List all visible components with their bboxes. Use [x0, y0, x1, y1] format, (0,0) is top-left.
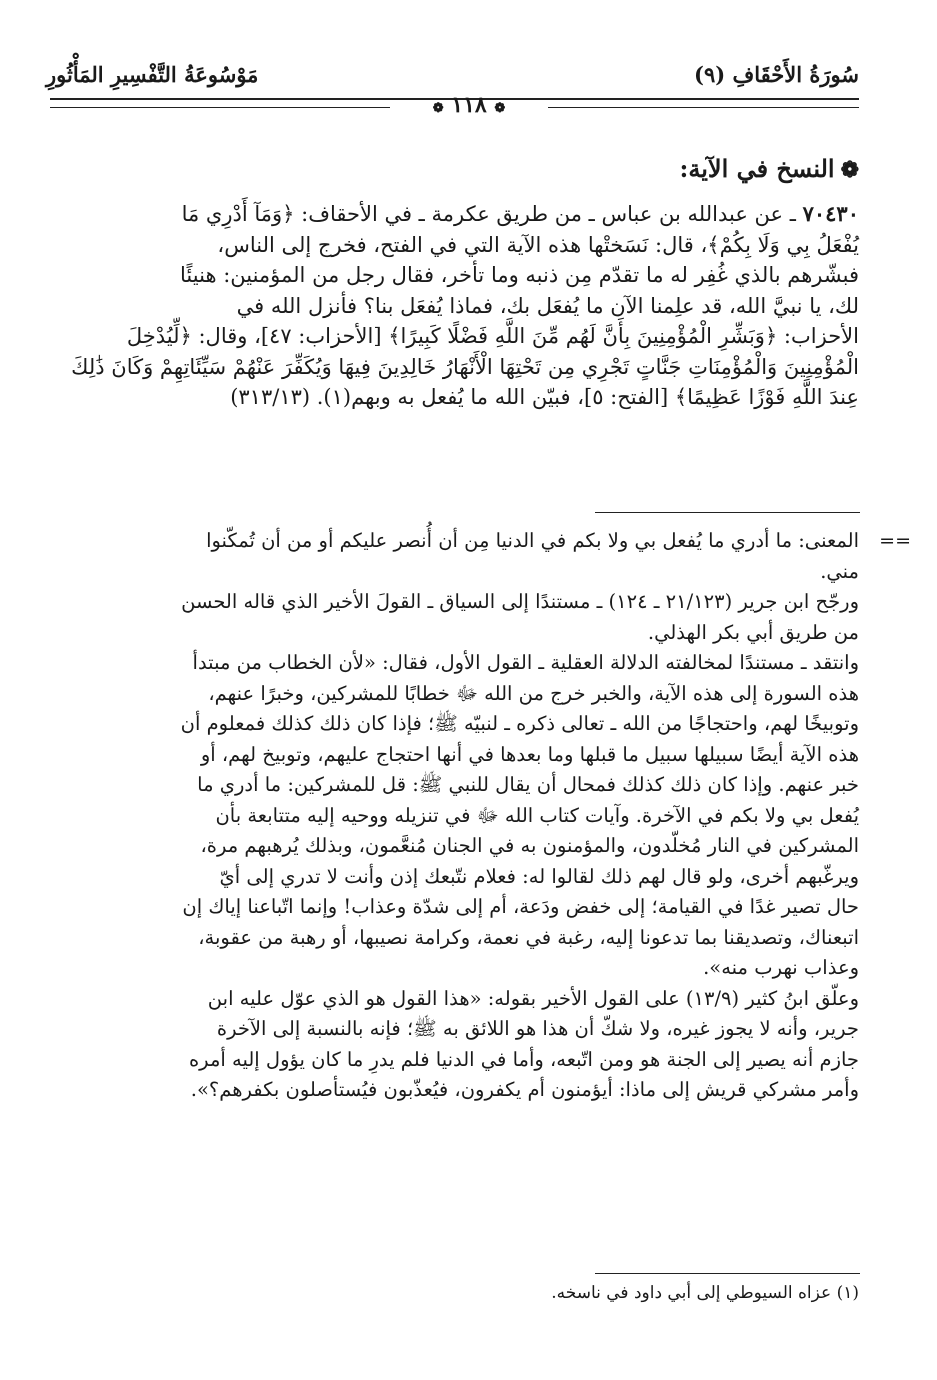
- note-line: خبر عنهم. وإذا كان ذلك كذلك فمحال أن يقال للنبي ﷺ: قل للمشركين: ما أدري ما: [197, 773, 859, 796]
- ornament-icon: ❁: [494, 101, 506, 116]
- main-narration: [56, 199, 859, 413]
- narration-line: عِندَ اللَّهِ فَوْزًا عَظِيمًا﴾ [الفتح: ٥]، فبيّن الله ما يُفعل به وبهم(١). (٣١٣/١٣): [230, 385, 859, 409]
- note-line: جازم أنه يصير إلى الجنة هو ومن اتّبعه، وأما في الدنيا فلم يدرِ ما كان يؤول إليه أمره: [188, 1047, 859, 1071]
- note-line: المعنى: ما أدري ما يُفعل بي ولا بكم في الدنيا مِن أن أُنصر عليكم أو من أن تُمكّنوا: [206, 529, 859, 552]
- note-line: هذه السورة إلى هذه الآية، والخبر خرج من الله ﷻ خطابًا للمشركين، وخبرًا عنهم،: [208, 681, 859, 705]
- header-line-left: [50, 107, 390, 108]
- narration-line: يُفْعَلُ بِي وَلَا بِكُمْ﴾، قال: نَسَختْها هذه الآية التي في الفتح، فخرج إلى الناس،: [217, 232, 859, 257]
- note-line: من طريق أبي بكر الهذلي.: [647, 620, 859, 644]
- note-line: وعذاب نهرب منه».: [703, 956, 859, 979]
- note-line: ويرغّبهم أخرى، ولو قال لهم ذلك لقالوا له: فعلام نتّبعك إذن وأنت لا تدري إلى أيّ: [219, 864, 859, 888]
- note-line: وعلّق ابنُ كثير (١٣/٩) على القول الأخير بقوله: «هذا القول هو الذي عوّل عليه ابن: [207, 986, 859, 1010]
- note-line: المشركين في النار مُخلّدون، والمؤمنون به في الجنان مُنعَّمون، وبذلك يُرهبهم مرة،: [200, 834, 859, 857]
- commentary-separator: [595, 512, 860, 513]
- continuation-mark: ==: [879, 530, 911, 552]
- narration-number: ٧٠٤٣٠: [802, 201, 859, 226]
- note-line: جرير، وأنه لا يجوز غيره، ولا شكّ أن هذا هو اللائق به ﷺ؛ فإنه بالنسبة إلى الآخرة: [216, 1017, 859, 1040]
- note-line: وانتقد ـ مستندًا لمخالفته الدلالة العقلية ـ القول الأول، فقال: «لأن الخطاب من مبتدأ: [192, 651, 859, 674]
- note-line: حال تصير غدًا في القيامة؛ إلى خفض ودَعة، أم إلى شدّة وعذاب! وإنما اتّباعنا إياك إن: [182, 895, 859, 918]
- note-line: اتبعناك، وتصديقنا بما تدعونا إليه، رغبة في نعمة، وكرامة نصيبها، أو رهبة من عقوبة،: [198, 925, 859, 949]
- commentary-notes: [56, 526, 911, 1106]
- section-title-text: النسخ في الآية:: [679, 154, 835, 183]
- note-line: ورجّح ابن جرير (٢١/١٢٣ ـ ١٢٤) ـ مستندًا إلى السياق ـ القولَ الأخير الذي قاله الحسن: [181, 590, 859, 613]
- footnote-separator: [595, 1273, 860, 1274]
- ornament-icon: ❁: [432, 101, 444, 116]
- note-line: وتوبيخًا لهم، واحتجاجًا من الله ـ تعالى ذكره ـ لنبيّه ﷺ؛ فإذا كان ذلك كذلك فمعلوم أن: [180, 712, 859, 735]
- note-line: هذه الآية أيضًا سبيلها سبيل ما قبلها وما بعدها في أنها احتجاج عليهم، وتوبيخ لهم، أو: [200, 742, 859, 766]
- section-title: [679, 154, 859, 183]
- note-line: مني.: [820, 559, 859, 583]
- note-line: يُفعل بي ولا بكم في الآخرة. وآيات كتاب الله ﷻ في تنزيله ووحيه إليه متتابعة بأن: [215, 803, 859, 827]
- header-line-right: [548, 107, 859, 108]
- narration-line: ٧٠٤٣٠ ـ عن عبدالله بن عباس ـ من طريق عكرمة ـ في الأحقاف: ﴿وَمَآ أَدْرِي مَا: [181, 201, 859, 226]
- running-header-surah: سُورَةُ الأَحْقَافِ (٩): [694, 62, 859, 87]
- running-header-book-title: مَوْسُوعَةُ التَّفْسِيرِ المَأْثُورِ: [46, 62, 259, 87]
- page-number-value: ١١٨: [451, 92, 487, 118]
- narration-line: لك، يا نبيَّ الله، قد علِمنا الآن ما يُفعَل بك، فماذا يُفعَل بنا؟ فأنزل الله في: [236, 293, 859, 318]
- page-number: [392, 92, 546, 118]
- narration-line: فبشّرهم بالذي غُفِر له ما تقدّم مِن ذنبه وما تأخر، فقال رجل من المؤمنين: هنيئًا: [180, 263, 859, 287]
- footnote: (١) عزاه السيوطي إلى أبي داود في ناسخه.: [551, 1283, 859, 1303]
- narration-line: الأحزاب: ﴿وَبَشِّرِ الْمُؤْمِنِينَ بِأَنَّ لَهُم مِّنَ اللَّهِ فَضْلًا كَبِيرًا﴾ [الأحزاب: ٤٧]، وقال: ﴿لِّيُدْخِلَ: [126, 324, 859, 348]
- narration-line: الْمُؤْمِنِينَ وَالْمُؤْمِنَاتِ جَنَّاتٍ تَجْرِي مِن تَحْتِهَا الْأَنْهَارُ خَالِدِينَ فِيهَا وَيُكَفِّرَ عَنْهُمْ سَيِّئَاتِهِمْ وَكَانَ ذَٰلِكَ: [71, 354, 859, 379]
- flower-ornament-icon: ❁: [840, 157, 859, 183]
- note-line: وأمر مشركي قريش إلى ماذا: أيؤمنون أم يكفرون، فيُعذّبون فيُستأصلون بكفرهم؟».: [190, 1078, 859, 1101]
